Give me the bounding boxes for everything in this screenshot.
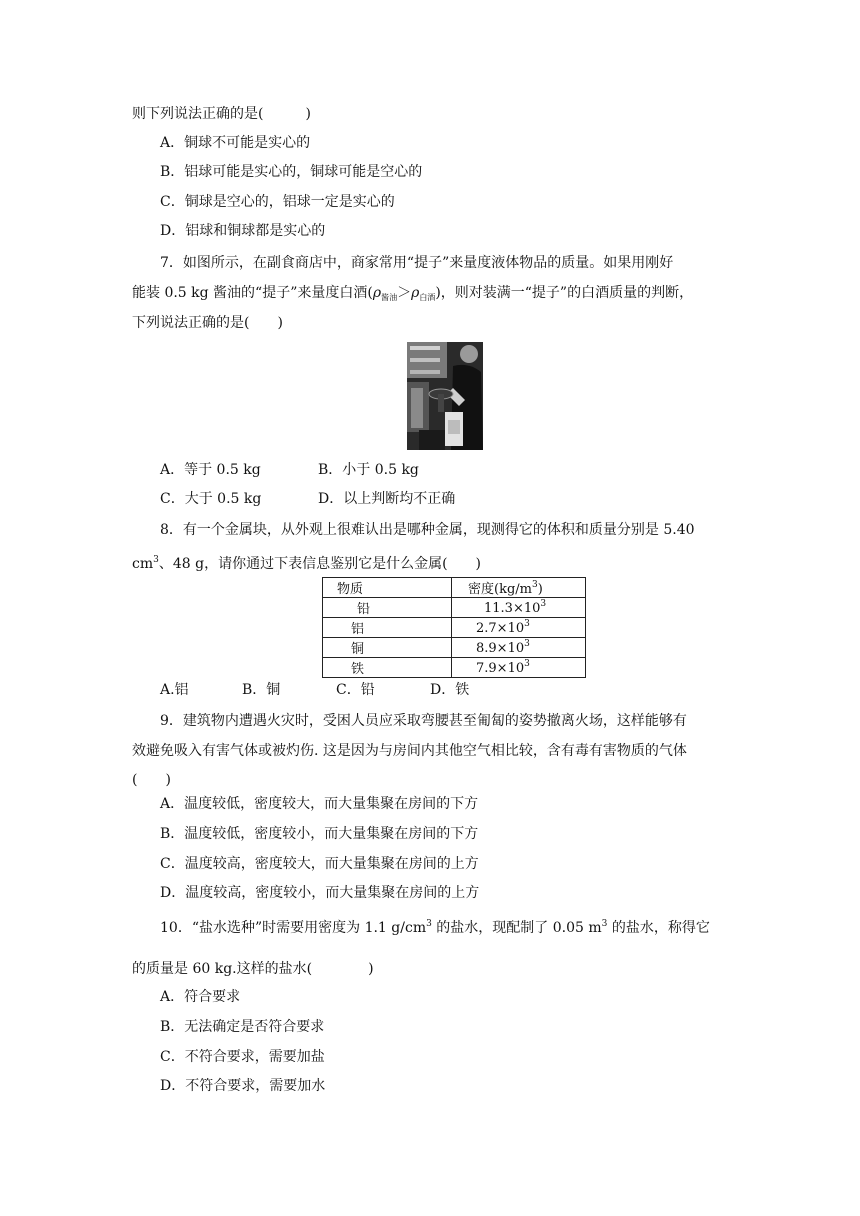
q7-option-d: D．以上判断均不正确 <box>318 491 456 507</box>
q8-option-b: B．铜 <box>242 682 281 698</box>
q7-line1: 7．如图所示，在副食商店中，商家常用“提子”来量度液体物品的质量。如果用刚好 <box>160 255 674 271</box>
q6-stem: 则下列说法正确的是( ) <box>132 106 311 122</box>
q6-option-c: C．铜球是空心的，铝球一定是实心的 <box>160 194 395 210</box>
table-cell-substance: 铁 <box>323 658 452 678</box>
q8-option-c: C．铅 <box>336 682 375 698</box>
q9-line1: 9．建筑物内遭遇火灾时，受困人员应采取弯腰甚至匍匐的姿势撤离火场，这样能够有 <box>160 713 687 729</box>
q10-line1: 10．“盐水选种”时需要用密度为 1.1 $g/cm^3$ 的盐水，现配制了 0.05 $m^3$ 的盐水，称得它 <box>160 919 710 936</box>
q10-option-c: C．不符合要求，需要加盐 <box>160 1049 325 1065</box>
q6-option-a: A．铜球不可能是实心的 <box>160 135 311 151</box>
q8-line2: $cm^3$、48 g，请你通过下表信息鉴别它是什么金属( ) <box>132 555 482 572</box>
q7-option-a: A．等于 0.5 kg <box>160 462 261 478</box>
q7-line3: 下列说法正确的是( ) <box>132 315 283 331</box>
q8-line1: 8．有一个金属块，从外观上很难认出是哪种金属，现测得它的体积和质量分别是 5.40 <box>160 522 695 538</box>
q6-option-b: B．铝球可能是实心的，铜球可能是空心的 <box>160 164 423 180</box>
q7-line2: 能装 0.5 kg 酱油的“提子”来量度白酒$(\rho_{酱油}>\rho_{白酒})$，则对装满一“提子”的白酒质量的判断， <box>132 285 694 302</box>
table-header-density: 密度$(kg/m^3)$ <box>452 578 586 598</box>
q9-option-a: A．温度较低，密度较大，而大量集聚在房间的下方 <box>160 796 479 812</box>
table-cell-substance: 铜 <box>323 638 452 658</box>
q9-option-d: D．温度较高，密度较小，而大量集聚在房间的上方 <box>160 885 480 901</box>
shop-photo <box>407 342 483 450</box>
q8-option-a: A.铝 <box>160 682 189 698</box>
table-cell-substance: 铅 <box>323 598 452 618</box>
table-header-row <box>323 578 586 598</box>
table-row <box>323 598 586 618</box>
q10-option-b: B．无法确定是否符合要求 <box>160 1019 325 1035</box>
q8-option-d: D．铁 <box>430 682 470 698</box>
q9-option-c: C．温度较高，密度较大，而大量集聚在房间的上方 <box>160 856 479 872</box>
q9-line2: 效避免吸入有害气体或被灼伤. 这是因为与房间内其他空气相比较，含有毒有害物质的气体 <box>132 743 687 759</box>
table-cell-density: $8.9\times 10^3$ <box>452 638 586 658</box>
q9-line3: ( ) <box>132 772 171 788</box>
table-cell-density: $11.3\times 10^3$ <box>452 598 586 618</box>
q7-option-c: C．大于 0.5 kg <box>160 491 262 507</box>
density-table <box>322 577 586 678</box>
table-row <box>323 658 586 678</box>
q10-line2: 的质量是 60 kg.这样的盐水( ) <box>132 961 374 977</box>
q10-option-d: D．不符合要求，需要加水 <box>160 1078 326 1094</box>
table-cell-substance: 铝 <box>323 618 452 638</box>
table-header-substance: 物质 <box>323 578 452 598</box>
q6-option-d: D．铝球和铜球都是实心的 <box>160 223 326 239</box>
q7-option-b: B．小于 0.5 kg <box>318 462 419 478</box>
table-cell-density: $2.7\times 10^3$ <box>452 618 586 638</box>
table-cell-density: $7.9\times 10^3$ <box>452 658 586 678</box>
q9-option-b: B．温度较低，密度较小，而大量集聚在房间的下方 <box>160 826 479 842</box>
table-row <box>323 638 586 658</box>
table-row <box>323 618 586 638</box>
q10-option-a: A．符合要求 <box>160 989 241 1005</box>
